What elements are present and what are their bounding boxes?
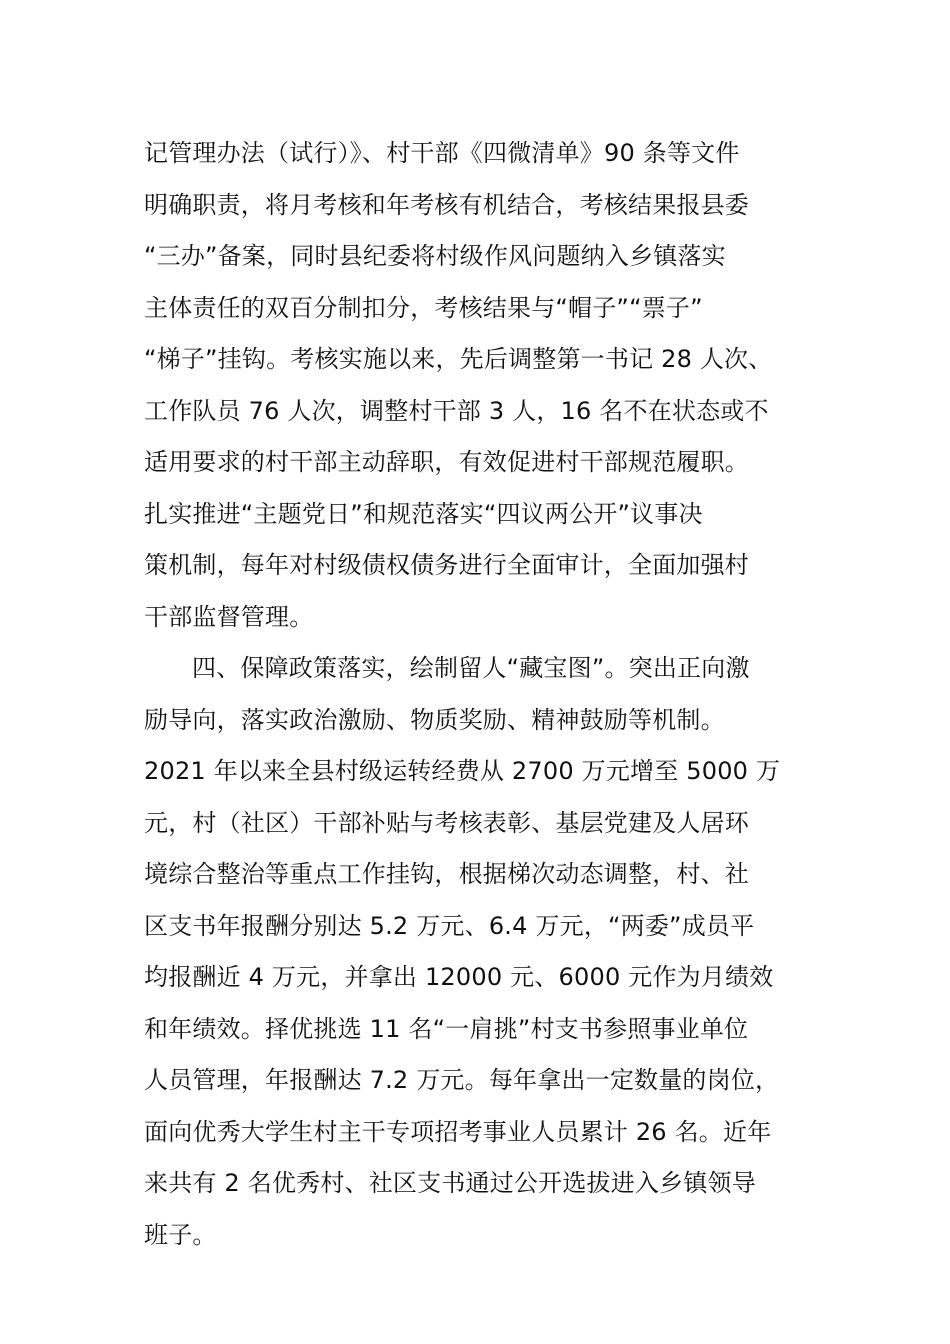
text-line: 区支书年报酬分别达 5.2 万元、6.4 万元，“两委”成员平 bbox=[144, 911, 755, 940]
text-line: 来共有 2 名优秀村、社区支书通过公开选拔进入乡镇领导 bbox=[144, 1169, 756, 1197]
paragraph-continuation bbox=[144, 128, 804, 643]
text-line: 扎实推进“主题党日”和规范落实“四议两公开”议事决 bbox=[144, 499, 703, 528]
text-line: 明确职责，将月考核和年考核有机结合，考核结果报县委 bbox=[144, 190, 749, 219]
text-line: “梯子”挂钩。考核实施以来，先后调整第一书记 28 人次、 bbox=[144, 345, 773, 373]
section-heading-line: 四、保障政策落实，绘制留人“藏宝图”。突出正向激 bbox=[192, 654, 750, 682]
text-line: 人员管理，年报酬达 7.2 万元。每年拿出一定数量的岗位， bbox=[144, 1066, 780, 1094]
text-line: 元，村（社区）干部补贴与考核表彰、基层党建及人居环 bbox=[144, 808, 749, 837]
text-line: 记管理办法（试行）》、村干部《四微清单》90 条等文件 bbox=[144, 139, 740, 167]
text-line: 工作队员 76 人次，调整村干部 3 人，16 名不在状态或不 bbox=[144, 396, 769, 425]
text-line: 均报酬近 4 万元，并拿出 12000 元、6000 元作为月绩效 bbox=[144, 963, 774, 991]
text-line: 班子。 bbox=[144, 1220, 217, 1249]
text-line: 境综合整治等重点工作挂钩，根据梯次动态调整，村、社 bbox=[144, 860, 749, 888]
text-line: 2021 年以来全县村级运转经费从 2700 万元增至 5000 万 bbox=[144, 757, 781, 785]
text-line: “三办”备案，同时县纪委将村级作风问题纳入乡镇落实 bbox=[144, 242, 726, 270]
paragraph-section-four bbox=[144, 643, 804, 1261]
text-line: 主体责任的双百分制扣分，考核结果与“帽子”“票子” bbox=[144, 293, 703, 322]
body-text bbox=[144, 128, 804, 1261]
text-line: 和年绩效。择优挑选 11 名“一肩挑”村支书参照事业单位 bbox=[144, 1014, 749, 1043]
text-line: 策机制，每年对村级债权债务进行全面审计，全面加强村 bbox=[144, 551, 749, 579]
text-line: 干部监督管理。 bbox=[144, 602, 314, 631]
text-line: 适用要求的村干部主动辞职，有效促进村干部规范履职。 bbox=[144, 448, 749, 476]
text-line: 面向优秀大学生村主干专项招考事业人员累计 26 名。近年 bbox=[144, 1117, 772, 1146]
text-line: 励导向，落实政治激励、物质奖励、精神鼓励等机制。 bbox=[144, 705, 725, 734]
